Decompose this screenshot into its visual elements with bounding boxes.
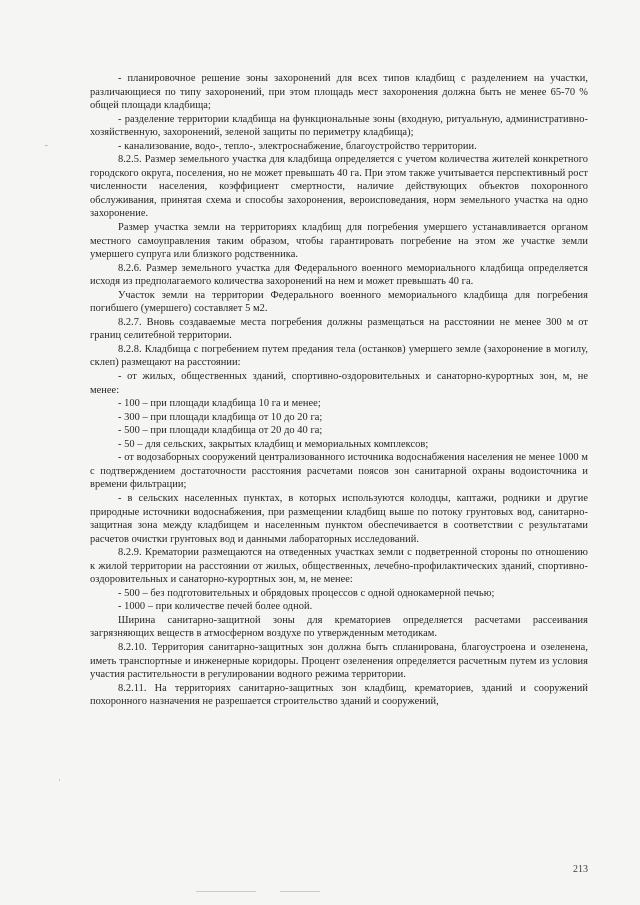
paragraph: 8.2.9. Крематории размещаются на отведенных участках земли с подветренной стороны по отношению к жилой территории на расстоянии от жилых, общественных, лечебно-профилактических зданий, спортивно-оздоровительных и санаторно-курортных зон, м, не менее: [90,547,588,586]
paragraph: - 100 – при площади кладбища 10 га и менее; [118,398,321,410]
paragraph: 8.2.6. Размер земельного участка для Федерального военного мемориального кладбища определяется исходя из предполагаемого количества захоронений на нем и может превышать 40 га. [90,262,588,288]
paragraph: - канализование, водо-, тепло-, электроснабжение, благоустройство территории. [118,140,477,152]
paragraph: - разделение территории кладбища на функциональные зоны (входную, ритуальную, административно-хозяйственную, захоронений, зеленой защиты по периметру кладбища); [90,113,588,139]
scan-artifact-mark: ˜ [44,145,49,155]
paragraph: - планировочное решение зоны захоронений для всех типов кладбищ с разделением на участки, различающиеся по типу захоронений, при этом площадь мест захоронения должна быть не менее 65-70 % общей площади кладбища; [90,73,588,112]
page-number: 213 [573,864,588,875]
paragraph: - 1000 – при количестве печей более одной. [118,601,313,613]
paragraph: Ширина санитарно-защитной зоны для крематориев определяется расчетами рассеивания загрязняющих веществ в атмосферном воздухе по утвержденным методикам. [90,614,588,640]
paragraph: - 500 – без подготовительных и обрядовых процессов с одной однокамерной печью; [118,587,495,599]
paragraph: 8.2.11. На территориях санитарно-защитных зон кладбищ, крематориев, зданий и сооружений похоронного назначения не разрешается строительство зданий и сооружений, [90,682,588,708]
paragraph: - от жилых, общественных зданий, спортивно-оздоровительных и санаторно-курортных зон, м, не менее: [90,371,588,396]
scan-artifact-line [280,891,320,892]
paragraph: Участок земли на территории Федерального военного мемориального кладбища для погребения погибшего (умершего) составляет 5 м2. [90,289,588,315]
scan-artifact-line [196,891,256,892]
body-text [90,72,588,709]
paragraph: 8.2.10. Территория санитарно-защитных зон должна быть спланирована, благоустроена и озеленена, иметь транспортные и инженерные коридоры. Процент озеленения определяется расчетным путем из условия участия растительности в регулировании водного режима территории. [90,641,588,681]
paragraph: 8.2.5. Размер земельного участка для кладбища определяется с учетом количества жителей конкретного городского округа, поселения, но не может превышать 40 га. При этом также учитывается перспективный рост численности населения, коэффициент смертности, наличие действующих объектов похоронного обслуживания, принятая схема и способы захоронения, вероисповедания, норм земельного участка на одно захоронение. [90,154,588,220]
paragraph: 8.2.7. Вновь создаваемые места погребения должны размещаться на расстоянии не менее 300 м от границ селитебной территории. [90,316,588,342]
paragraph: 8.2.8. Кладбища с погребением путем предания тела (останков) умершего земле (захоронение в могилу, склеп) размещают на расстоянии: [90,343,588,369]
paragraph: - в сельских населенных пунктах, в которых используются колодцы, каптажи, родники и другие природные источники водоснабжения, при размещении кладбищ выше по потоку грунтовых вод, санитарно-защитная зона между кладбищем и населенным пунктом обеспечивается в соответствии с результатами расчетов очистки грунтовых вод и данными лабораторных исследований. [90,492,588,545]
paragraph: - от водозаборных сооружений централизованного источника водоснабжения населения не менее 1000 м с подтверждением достаточности расстояния расчетами поясов зон санитарной охраны водоисточника и времени фильтрации; [90,452,588,491]
paragraph: - 300 – при площади кладбища от 10 до 20 га; [118,411,323,423]
paragraph: Размер участка земли на территориях кладбищ для погребения умершего устанавливается органом местного самоуправления таким образом, чтобы гарантировать погребение на этом же участке земли умершего супруга или близкого родственника. [90,222,588,261]
paragraph: - 500 – при площади кладбища от 20 до 40 га; [118,425,323,437]
paragraph: - 50 – для сельских, закрытых кладбищ и мемориальных комплексов; [118,438,429,450]
scan-artifact-mark: · [58,776,61,786]
